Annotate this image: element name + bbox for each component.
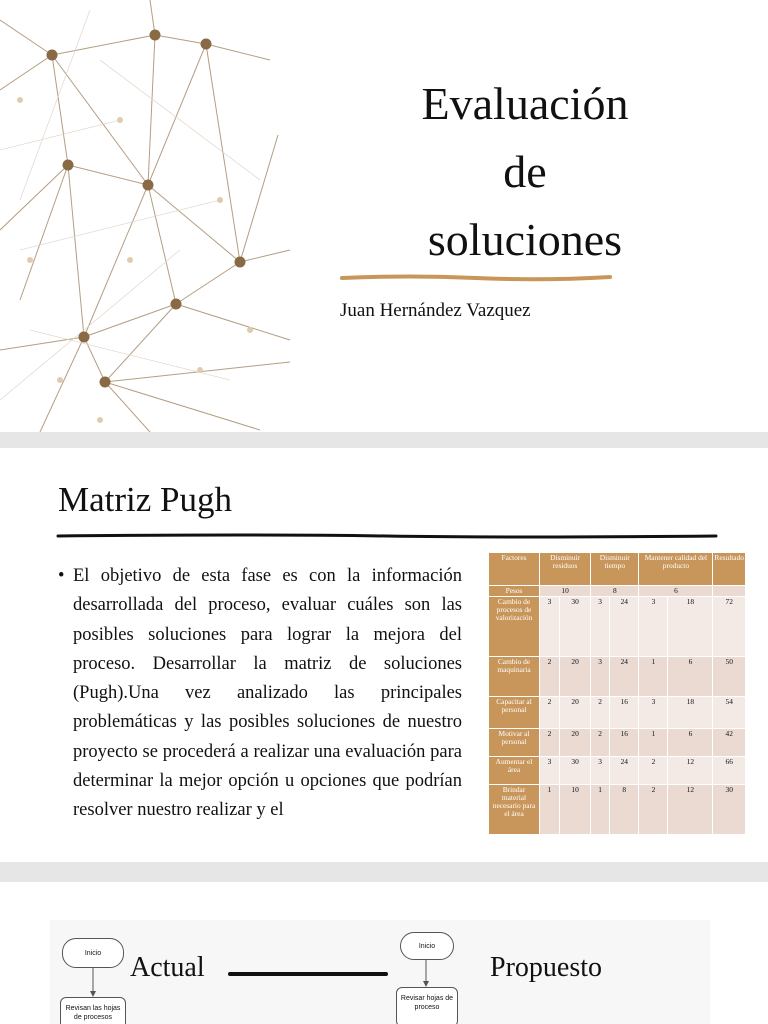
table-row xyxy=(489,785,746,835)
table-cell: 3 xyxy=(591,657,610,697)
table-cell: 2 xyxy=(639,757,668,785)
title-slide xyxy=(0,0,768,432)
header-mantener-calidad: Mantener calidad del producto xyxy=(639,553,713,586)
flow-comparison-slide xyxy=(0,882,768,1024)
right-arrow xyxy=(421,959,431,987)
table-cell: 2 xyxy=(540,657,560,697)
table-cell: 1 xyxy=(540,785,560,835)
row-label: Aumentar el área xyxy=(489,757,540,785)
table-cell: 20 xyxy=(560,657,591,697)
table-cell: 30 xyxy=(560,597,591,657)
weight-cell: 6 xyxy=(639,586,713,597)
separator-line xyxy=(228,972,388,976)
weights-row xyxy=(489,586,746,597)
table-row xyxy=(489,657,746,697)
table-cell: 10 xyxy=(560,785,591,835)
table-cell: 1 xyxy=(639,657,668,697)
table-cell: 12 xyxy=(668,757,713,785)
row-label: Cambio de maquinaria xyxy=(489,657,540,697)
table-cell: 1 xyxy=(591,785,610,835)
header-factores: Factores xyxy=(489,553,540,586)
table-row xyxy=(489,757,746,785)
table-cell: 18 xyxy=(668,697,713,729)
weight-cell-empty xyxy=(713,586,746,597)
result-cell: 30 xyxy=(713,785,746,835)
table-cell: 3 xyxy=(639,597,668,657)
pugh-table xyxy=(488,552,746,835)
body-text xyxy=(58,562,462,862)
table-cell: 20 xyxy=(560,729,591,757)
network-graphic xyxy=(0,0,300,432)
body-paragraph: El objetivo de esta fase es con la información desarrollada del proceso, evaluar cuáles son las posibles soluciones para lograr la mejora del proceso. Desarrollar la matriz de soluciones (Pugh).Una vez analizado las principales problemáticas y las posibles soluciones de nuestro proyecto se procederá a realizar una evaluación para determinar la mejor opción u opciones que podrían resolver nuestro realizar y el xyxy=(73,566,462,821)
result-cell: 72 xyxy=(713,597,746,657)
result-cell: 42 xyxy=(713,729,746,757)
table-row xyxy=(489,597,746,657)
table-cell: 1 xyxy=(639,729,668,757)
proposed-label: Propuesto xyxy=(490,952,602,983)
right-step-node: Revisar hojas de proceso xyxy=(396,987,458,1024)
table-header-row xyxy=(489,553,746,586)
header-disminuir-residuos: Disminuir residuos xyxy=(540,553,591,586)
table-cell: 18 xyxy=(668,597,713,657)
weights-label: Pesos xyxy=(489,586,540,597)
table-cell: 16 xyxy=(610,697,639,729)
table-cell: 6 xyxy=(668,657,713,697)
title-underline xyxy=(340,274,612,282)
table-row xyxy=(489,697,746,729)
table-cell: 30 xyxy=(560,757,591,785)
table-cell: 3 xyxy=(540,757,560,785)
table-cell: 2 xyxy=(540,697,560,729)
table-cell: 2 xyxy=(540,729,560,757)
table-cell: 24 xyxy=(610,757,639,785)
weight-cell: 8 xyxy=(591,586,639,597)
table-cell: 3 xyxy=(591,597,610,657)
weight-cell: 10 xyxy=(540,586,591,597)
result-cell: 54 xyxy=(713,697,746,729)
table-cell: 2 xyxy=(591,697,610,729)
table-cell: 2 xyxy=(639,785,668,835)
row-label: Cambio de procesos de valorización xyxy=(489,597,540,657)
title-rule xyxy=(56,532,718,540)
left-step-node: Revisan las hojas de procesos xyxy=(60,997,126,1024)
table-cell: 24 xyxy=(610,597,639,657)
table-cell: 24 xyxy=(610,657,639,697)
header-resultado: Resultado xyxy=(713,553,746,586)
author-name: Juan Hernández Vazquez xyxy=(340,300,531,321)
table-cell: 3 xyxy=(540,597,560,657)
result-cell: 50 xyxy=(713,657,746,697)
row-label: Brindar material necesario para el área xyxy=(489,785,540,835)
pugh-matrix-slide xyxy=(0,448,768,862)
table-cell: 8 xyxy=(610,785,639,835)
table-row xyxy=(489,729,746,757)
table-cell: 6 xyxy=(668,729,713,757)
table-cell: 16 xyxy=(610,729,639,757)
table-cell: 3 xyxy=(591,757,610,785)
right-start-node: Inicio xyxy=(400,932,454,960)
table-cell: 3 xyxy=(639,697,668,729)
table-cell: 12 xyxy=(668,785,713,835)
slide-title: Matriz Pugh xyxy=(58,480,233,519)
header-disminuir-tiempo: Disminuir tiempo xyxy=(591,553,639,586)
row-label: Motivar al personal xyxy=(489,729,540,757)
title-line-1: Evaluación xyxy=(421,78,629,129)
result-cell: 66 xyxy=(713,757,746,785)
title-line-3: soluciones xyxy=(427,214,623,265)
table-cell: 20 xyxy=(560,697,591,729)
bullet: • xyxy=(58,566,65,586)
left-start-node: Inicio xyxy=(62,938,124,968)
slide-title xyxy=(380,70,670,274)
left-arrow xyxy=(88,967,98,997)
actual-label: Actual xyxy=(130,952,205,983)
table-cell: 2 xyxy=(591,729,610,757)
row-label: Capacitar al personal xyxy=(489,697,540,729)
title-line-2: de xyxy=(503,146,547,197)
